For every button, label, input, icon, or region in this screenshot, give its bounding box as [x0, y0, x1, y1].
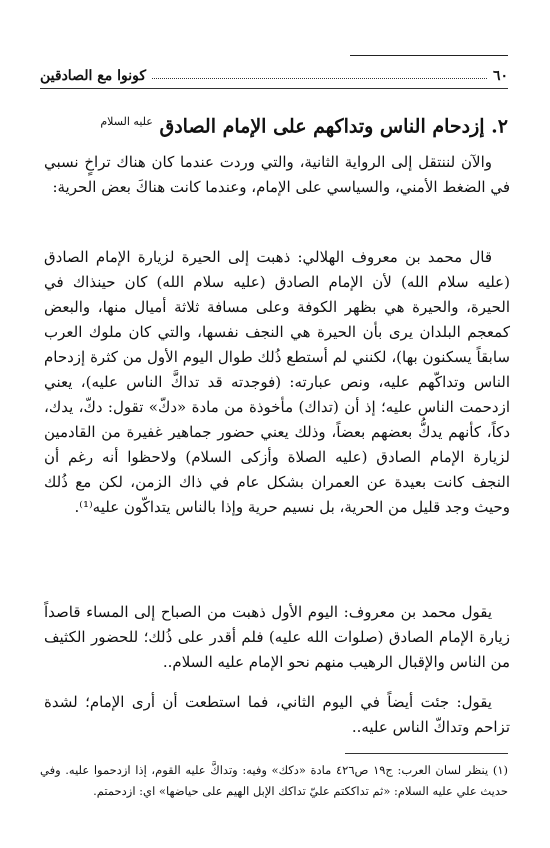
footnote-rule: [345, 753, 508, 754]
paragraph-1: والآن لننتقل إلى الرواية الثانية، والتي وردت عندما كان هناك تراخٍ نسبي في الضغط الأمني، والسياسي على الإمام، وعندما كانت هناكَ بعض الحرية:: [44, 153, 510, 196]
section-title: [40, 108, 508, 140]
honorific-glyph: عليه السلام: [100, 115, 153, 128]
leader-dots: [152, 78, 487, 79]
top-rule: [350, 55, 508, 56]
paragraph-3: يقول محمد بن معروف: اليوم الأول ذهبت من الصباح إلى المساء قاصداً زيارة الإمام الصادق (صلوات الله عليه) فلم أقدر على ذُلك؛ للحضور الكثيف من الناس والإقبال الرهيب منهم نحو الإمام عليه السلام..: [44, 603, 510, 671]
footnote: (١) ينظر لسان العرب: ج١٩ ص٤٢٦ مادة «دكك» وفيه: وتداكَّ عليه القوم، إذا ازدحموا عليه. وفي حديث علي عليه السلام: «ثم تداككتم عليّ تداكك الإبل الهيم على حياضها» اي: ازدحمتم.: [40, 763, 509, 798]
header-rule: [40, 88, 508, 89]
section-title-text: ٢. إزدحام الناس وتداكهم على الإمام الصادق: [159, 115, 508, 138]
running-header: [40, 62, 508, 84]
page-number: ٦٠: [492, 68, 508, 84]
book-title: كونوا مع الصادقين: [40, 68, 146, 84]
paragraph-4: يقول: جئت أيضاً في اليوم الثاني، فما استطعت أن أرى الإمام؛ لشدة تزاحم وتداكّ الناس عليه..: [44, 693, 510, 736]
paragraph-2: قال محمد بن معروف الهلالي: ذهبت إلى الحيرة لزيارة الإمام الصادق (عليه سلام الله) لأن الإمام الصادق (عليه سلام الله) كان حينذاك في الحيرة، والحيرة هي بظهر الكوفة وعلى مسافة ثلاثة أميال منها، والبعض كمعجم البلدان يرى بأن الحيرة هي النجف نفسها، والتي كان ملوك العرب سابقاً يسكنون بها)، لكنني لم أستطع ذُلك طوال اليوم الأول من كثرة إزدحام الناس وتداكّهم عليه، ونص عبارته: (فوجدته قد تداكَّ الناس عليه)، يعني ازدحمت الناس عليه؛ إذ أن (تداك) مأخوذة من مادة «دكّ» تقول: دكّ، يدك، دكاً، كأنهم يدكُّ بعضهم بعضاً، وذلك يعني حضور جماهير غفيرة من القادمين لزيارة الإمام الصادق (عليه الصلاة وأزكى السلام) ولاحظوا أنه رغم أن النجف كانت بعيدة عن العمران بشكل عام في ذاك الزمن، لكن مع ذُلك وحيث وجد قليل من الحرية، بل نسيم حرية وإذا بالناس يتداكّون عليه⁽¹⁾.: [44, 248, 510, 516]
